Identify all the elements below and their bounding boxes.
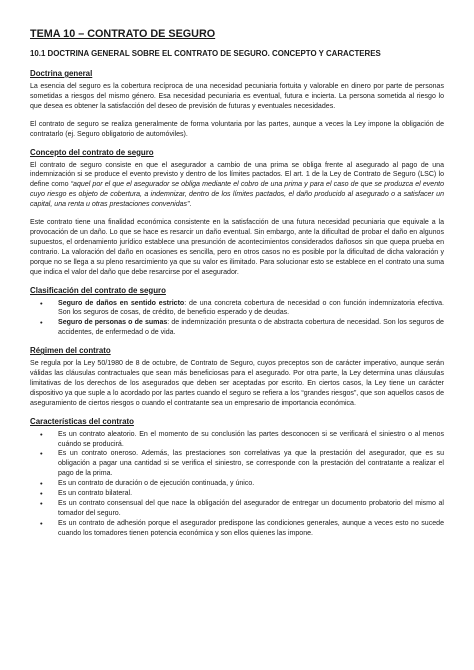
list-item-text: Es un contrato oneroso. Además, las prestaciones son correlativas ya que la prestación del asegurador, que es su obligación a pagar una cantidad si se verifica el siniestro, se corresponde con la prestación del contratante a realizar el pago de la prima. [58, 450, 444, 478]
list-item-text: Es un contrato de adhesión porque el asegurador predispone las condiciones generales, aunque a veces esto no sucede cuando los tomadores tienen potencia económica y son ellos quienes las impone. [58, 519, 444, 537]
bullet-icon: • [40, 479, 43, 489]
list-item [30, 489, 444, 499]
list-item [30, 299, 444, 319]
heading-caracteristicas: Características del contrato [30, 416, 134, 426]
paragraph-regimen: Se regula por la Ley 50/1980 de 8 de octubre, de Contrato de Seguro, cuyos preceptos son de carácter imperativo, aunque serán válidas las cláusulas contractuales que sean más beneficiosas para el asegurado. Por otra parte, la Ley determina unas cláusulas limitativas de los derechos de los asegurados que deben ser aceptadas por escrito. En ciertos casos, la Ley tiene un carácter dispositivo ya que suple a lo acordado por las partes cuando el seguro se refiera a los “grandes riesgos”, que son aquellos casos de aseguramiento de ciertos riesgos o cuando el contratante sea un empresario de importancia económica. [30, 360, 444, 407]
list-item [30, 318, 444, 338]
list-item-text: Es un contrato de duración o de ejecución continuada, y único. [58, 480, 255, 488]
list-item [30, 519, 444, 539]
bullet-icon: • [40, 318, 43, 328]
bullet-icon: • [40, 489, 43, 499]
list-item-term: Seguro de personas o de sumas [58, 319, 168, 327]
bullet-icon: • [40, 298, 43, 308]
list-item [30, 499, 444, 519]
list-item [30, 449, 444, 479]
list-item-text: Es un contrato bilateral. [58, 490, 133, 498]
list-item-text: : de una concreta cobertura de necesidad o con función indemnizatoria efectiva. Son los seguros de cosas, de crédito, de beneficio esperado y de deudas. [58, 299, 444, 317]
bullet-icon: • [40, 449, 43, 459]
section-subtitle: 10.1 DOCTRINA GENERAL SOBRE EL CONTRATO DE SEGURO. CONCEPTO Y CARACTERES [30, 49, 381, 58]
concepto-end: . [189, 201, 192, 209]
bullet-icon: • [40, 499, 43, 508]
heading-clasificacion: Clasificación del contrato de seguro [30, 285, 166, 295]
list-item-term: Seguro de daños en sentido estricto [58, 299, 185, 307]
heading-regimen: Régimen del contrato [30, 346, 111, 356]
list-item-text: : de indemnización presunta o de abstracta cobertura de necesidad. Son los seguros de accidentes, de enfermedad o de vida. [58, 319, 444, 337]
caracteristicas-list [30, 430, 444, 539]
heading-concepto: Concepto del contrato de seguro [30, 147, 154, 157]
paragraph-concepto-2: Este contrato tiene una finalidad económica consistente en la satisfacción de una futura necesidad pecuniaria que equivale a la provocación de un daño. Lo que se hace es resarcir un daño eventual. Sin embargo, ante la dificultad de probar el daño en algunos supuestos, el ordenamiento jurídico establece una presunción de acontecimientos considerados dañosos sin que quepa prueba en contrario. La valoración del daño en ocasiones es sencilla, pero en otros casos no es posible por la dificultad de dicha valoración y porque no se llega a su pleno resarcimiento ya que su valor es ilimitado. Para solucionar esto se establece en el contrato una suma que indica el valor del daño que debe resarcirse por el asegurador. [30, 219, 444, 276]
clasificacion-list [30, 299, 444, 339]
list-item [30, 479, 444, 489]
bullet-icon: • [40, 518, 43, 528]
concepto-text: El contrato de seguro consiste en que el asegurador a cambio de una prima se obliga frente al asegurado al pago de una indemnización si se produce el evento previsto y dentro de los límites pactados. El art. 1 de la Ley de Contrato de Seguro (LSC) lo define como [30, 161, 444, 189]
list-item-text: Es un contrato consensual del que nace la obligación del asegurador de entregar un documento probatorio del mismo al tomador del seguro. [58, 500, 444, 517]
paragraph-concepto-1 [30, 161, 444, 211]
document-title: TEMA 10 – CONTRATO DE SEGURO [30, 28, 216, 40]
bullet-icon: • [40, 429, 43, 439]
list-item [30, 430, 444, 450]
list-item-text: Es un contrato aleatorio. En el momento de su conclusión las partes desconocen si se verificará el siniestro o al menos cuándo se producirá. [58, 430, 444, 448]
heading-doctrina-general: Doctrina general [30, 69, 93, 78]
lsc-definition-quote: “aquel por el que el asegurador se obliga mediante el cobro de una prima y para el caso de que se produzca el evento cuyo riesgo es objeto de cobertura, a indemnizar, dentro de los límites pactados, el daño producido al asegurado o a satisfacer un capital, una renta u otras prestaciones convenidas” [30, 181, 444, 209]
paragraph-doctrina-2: El contrato de seguro se realiza generalmente de forma voluntaria por las partes, aunque a veces la Ley impone la obligación de contratarlo (ej. Seguro obligatorio de automóviles). [30, 120, 444, 138]
paragraph-doctrina-1: La esencia del seguro es la cobertura recíproca de una necesidad pecuniaria fortuita y valorable en dinero por parte de personas sometidas a riesgos del mismo género. Esa necesidad pecuniaria es eventual, futura e incierta. La persona sometida al riesgo lo que desea es obtener la satisfacción del deseo de previsión de futuras y eventuales necesidades. [30, 83, 444, 110]
